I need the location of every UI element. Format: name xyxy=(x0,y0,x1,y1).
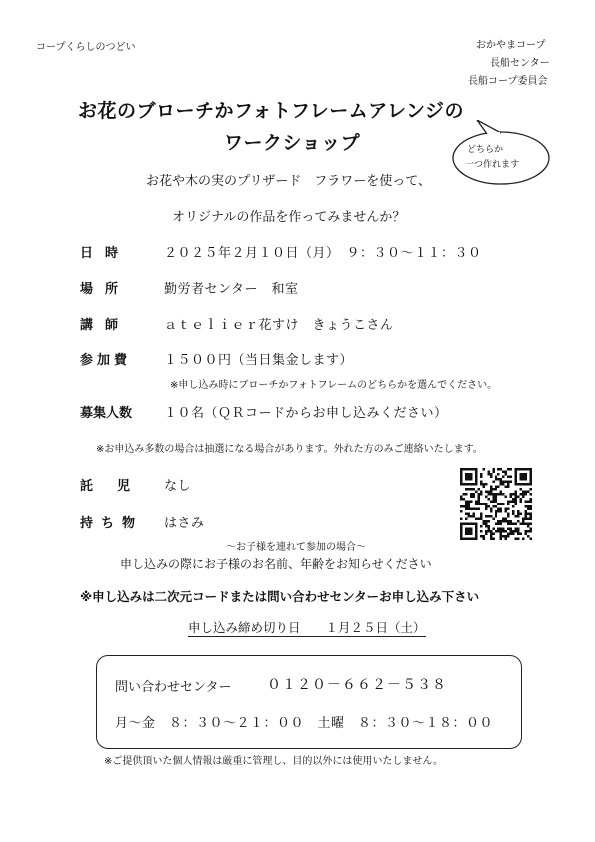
contact-phone[interactable]: ０１２０－６６２－５３８ xyxy=(267,677,447,693)
fee-note: ※申し込み時にブローチかフォトフレームのどちらかを選んでください。 xyxy=(170,380,498,391)
childcare-label: 託児 xyxy=(80,479,155,494)
date-value: ２０２５年２月１０日（月） ９：３０～１１：３０ xyxy=(164,246,482,261)
header-left: コープくらしのつどい xyxy=(36,42,136,53)
header-right-3: 長船コープ委員会 xyxy=(468,76,548,87)
place-value: 勤労者センター 和室 xyxy=(164,282,299,297)
deadline: 申し込み締め切り日 １月２５日（土） xyxy=(188,620,426,635)
place-label: 場所 xyxy=(80,282,131,297)
teacher-value: ａｔｅｌｉｅｒ花すけ きょうこさん xyxy=(164,318,394,333)
fee-value: １５００円（当日集金します） xyxy=(164,353,354,368)
teacher-label: 講師 xyxy=(80,318,131,333)
header-right-2: 長船センター xyxy=(490,58,550,69)
fee-label: 参加費 xyxy=(80,353,132,368)
title-line-2: ワークショップ xyxy=(224,132,361,154)
child-note-1: ～お子様を連れて参加の場合～ xyxy=(226,542,366,553)
capacity-label: 募集人数 xyxy=(80,406,133,421)
contact-box xyxy=(96,655,522,749)
contact-hours: 月～金 ８：３０～２１：００ 土曜 ８：３０～１８：００ xyxy=(115,716,494,731)
date-label: 日時 xyxy=(80,246,131,261)
bring-label: 持ち物 xyxy=(80,516,144,531)
bring-value: はさみ xyxy=(164,516,205,531)
child-note-2: 申し込みの際にお子様のお名前、年齢をお知らせください xyxy=(120,557,432,571)
title-line-1: お花のブローチかフォトフレームアレンジの xyxy=(78,100,465,122)
intro-line-2: オリジナルの作品を作ってみませんか？ xyxy=(172,210,406,225)
speech-bubble xyxy=(447,120,551,188)
capacity-value: １０名（ＱＲコードからお申し込みください） xyxy=(164,406,448,421)
header-right-1: おかやまコープ xyxy=(476,40,546,51)
apply-note: ※申し込みは二次元コードまたは問い合わせセンターお申し込み下さい xyxy=(80,589,480,604)
bubble-line-1: どちらか xyxy=(467,145,504,155)
contact-center-label: 問い合わせセンター xyxy=(115,680,232,695)
qr-code-icon[interactable] xyxy=(460,468,532,540)
bubble-line-2: 一つ作れます xyxy=(465,160,520,170)
childcare-value: なし xyxy=(164,479,192,494)
intro-line-1: お花や木の実のプリザード フラワーを使って、 xyxy=(146,174,431,189)
privacy-note: ※ご提供頂いた個人情報は厳重に管理し、目的以外には使用いたしません。 xyxy=(104,756,443,767)
lottery-note: ※お申込み多数の場合は抽選になる場合があります。外れた方のみご連絡いたします。 xyxy=(96,444,483,455)
